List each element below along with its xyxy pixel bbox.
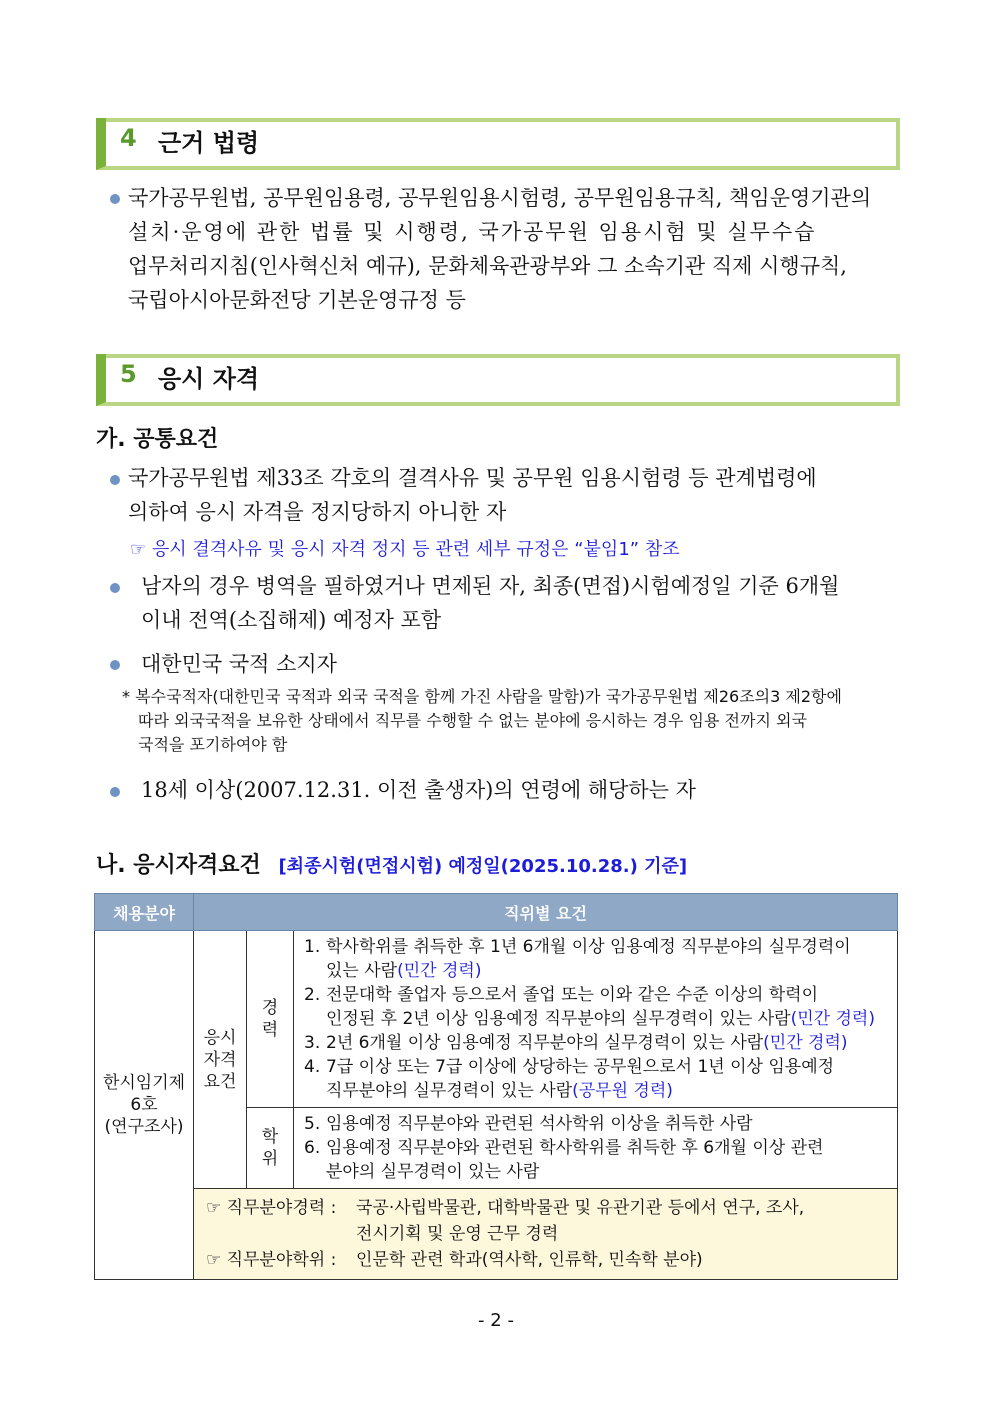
field-line: 한시임기제: [102, 1073, 186, 1093]
degree-label-cell: [247, 1108, 294, 1189]
section-title: 근거 법령: [158, 129, 260, 157]
note-label: ☞ 직무분야학위 :: [206, 1250, 337, 1270]
degree-label-char: 학: [261, 1127, 279, 1147]
dual-citizenship-note: [122, 685, 902, 757]
text-line: 남자의 경우 병역을 필하였거나 면제된 자, 최종(면접)시험예정일 기준 6개월: [141, 574, 840, 598]
text-line: 국적을 포기하여야 함: [138, 735, 288, 754]
note-text: 인문학 관련 학과(역사학, 인류학, 민속학 분야): [356, 1250, 703, 1270]
req-line: 자격: [203, 1049, 237, 1070]
list-item: [304, 1112, 887, 1136]
career-type-tag: (민간 경력): [397, 961, 482, 981]
note-line: 국공·사립박물관, 대학박물관 및 유관기관 등에서 연구, 조사,: [356, 1198, 805, 1218]
field-line: (연구조사): [104, 1117, 184, 1137]
item-line: 학사학위를 취득한 후 1년 6개월 이상 임용예정 직무분야의 실무경력이: [326, 937, 851, 957]
note-text: [356, 1195, 804, 1247]
table-header-row: [95, 894, 898, 931]
career-type-tag: (민간 경력): [763, 1033, 848, 1053]
note-career: [206, 1195, 885, 1247]
item-line: 직무분야의 실무경력이 있는 사람: [326, 1081, 573, 1101]
requirement-label-cell: [194, 931, 247, 1189]
section-number: 5: [120, 360, 137, 388]
common-req-1: [128, 461, 900, 529]
bullet-icon: [110, 194, 120, 204]
item-line: 있는 사람: [326, 961, 398, 981]
section-4-header: [96, 118, 900, 170]
career-type-tag: (공무원 경력): [572, 1081, 673, 1101]
list-item: [304, 1031, 887, 1055]
career-label-char: 력: [261, 1020, 279, 1040]
req-line: 응시: [203, 1027, 237, 1048]
text-line: 이내 전역(소집해제) 예정자 포함: [141, 608, 442, 632]
bullet-icon: [110, 787, 120, 797]
item-number: 5.: [304, 1114, 321, 1134]
field-line: 6호: [130, 1095, 158, 1115]
page-number: - 2 -: [478, 1310, 514, 1331]
common-req-4: 18세 이상(2007.12.31. 이전 출생자)의 연령에 해당하는 자: [141, 778, 696, 802]
note-label: ☞ 직무분야경력 :: [206, 1198, 337, 1218]
career-items-cell: [294, 931, 898, 1108]
text-line: * 복수국적자(대한민국 국적과 외국 국적을 함께 가진 사람을 말함)가 국가공무원법 제26조의3 제2항에: [122, 687, 842, 706]
common-req-3: 대한민국 국적 소지자: [141, 652, 337, 676]
text-line: 국가공무원법, 공무원임용령, 공무원임용시험령, 공무원임용규칙, 책임운영기관의: [128, 186, 872, 210]
bullet-icon: [110, 583, 120, 593]
item-line: 분야의 실무경력이 있는 사람: [326, 1162, 540, 1182]
list-item: [304, 1055, 887, 1103]
item-line: 임용예정 직무분야와 관련된 학사학위를 취득한 후 6개월 이상 관련: [326, 1138, 824, 1158]
career-label-cell: [247, 931, 294, 1108]
subsection-title-text: 나. 응시자격요건: [96, 853, 261, 878]
note-degree: [206, 1247, 885, 1273]
text-line: 국가공무원법 제33조 각호의 결격사유 및 공무원 임용시험령 등 관계법령에: [128, 466, 817, 490]
disqualification-reference-note: ☞ 응시 결격사유 및 응시 자격 정지 등 관련 세부 규정은 “붙임1” 참조: [130, 539, 680, 560]
section-title: 응시 자격: [158, 365, 260, 393]
note-line: 전시기획 및 운영 근무 경력: [356, 1224, 559, 1244]
table-row: [95, 1189, 898, 1280]
bullet-icon: [110, 660, 120, 670]
list-item: [304, 1136, 887, 1184]
text-line: 설치·운영에 관한 법률 및 시행령, 국가공무원 임용시험 및 실무수습: [128, 220, 817, 244]
section-number: 4: [120, 124, 137, 152]
item-line: 7급 이상 또는 7급 이상에 상당하는 공무원으로서 1년 이상 임용예정: [326, 1057, 835, 1077]
item-line: 인정된 후 2년 이상 임용예정 직무분야의 실무경력이 있는 사람: [326, 1009, 791, 1029]
header-requirement: 직위별 요건: [194, 894, 898, 931]
common-req-2: [141, 569, 901, 637]
item-number: 3.: [304, 1033, 321, 1053]
bullet-icon: [110, 475, 120, 485]
item-text: [326, 983, 875, 1031]
list-item: [304, 983, 887, 1031]
item-line: 2년 6개월 이상 임용예정 직무분야의 실무경력이 있는 사람: [326, 1033, 764, 1053]
item-number: 1.: [304, 937, 321, 957]
item-number: 6.: [304, 1138, 321, 1158]
list-item: [304, 935, 887, 983]
req-line: 요건: [203, 1071, 237, 1092]
item-text: [326, 1136, 823, 1184]
career-label-char: 경: [261, 998, 279, 1018]
field-definition-note: [194, 1189, 898, 1280]
text-line: 업무처리지침(인사혁신처 예규), 문화체육관광부와 그 소속기관 직제 시행규칙,: [128, 254, 847, 278]
table-row: [95, 931, 898, 1108]
subsection-title-eligibility: [96, 848, 687, 879]
item-number: 4.: [304, 1057, 321, 1077]
item-text: 임용예정 직무분야와 관련된 석사학위 이상을 취득한 사람: [326, 1114, 753, 1134]
career-type-tag: (민간 경력): [790, 1009, 875, 1029]
degree-label-char: 위: [261, 1149, 279, 1169]
text-line: 국립아시아문화전당 기본운영규정 등: [128, 288, 466, 312]
section-5-header: [96, 354, 900, 406]
item-line: 전문대학 졸업자 등으로서 졸업 또는 이와 같은 수준 이상의 학력이: [326, 985, 819, 1005]
text-line: 의하여 응시 자격을 정지당하지 아니한 자: [128, 500, 507, 524]
subsection-title-common: 가. 공통요건: [96, 427, 219, 452]
field-cell: [95, 931, 194, 1280]
reference-date-note: [최종시험(면접시험) 예정일(2025.10.28.) 기준]: [278, 856, 688, 877]
text-line: 따라 외국국적을 보유한 상태에서 직무를 수행할 수 없는 분야에 응시하는 경우 임용 전까지 외국: [138, 711, 807, 730]
eligibility-table: [94, 893, 898, 1280]
item-text: [326, 1055, 834, 1103]
item-text: [326, 935, 851, 983]
item-text: [326, 1031, 848, 1055]
header-field: 채용분야: [95, 894, 194, 931]
item-number: 2.: [304, 985, 321, 1005]
legal-basis-paragraph: [128, 181, 900, 317]
degree-items-cell: [294, 1108, 898, 1189]
